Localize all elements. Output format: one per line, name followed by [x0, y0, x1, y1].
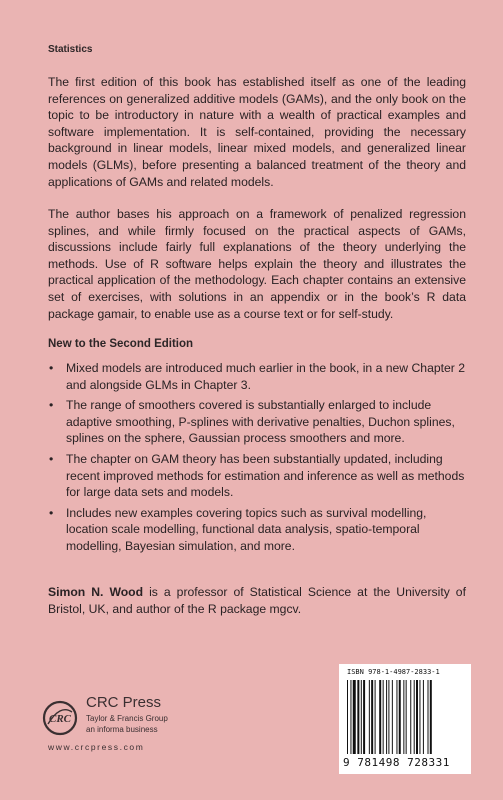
crc-logo-icon: [42, 700, 78, 736]
author-bio: [48, 584, 466, 617]
barcode-bars-icon: [345, 680, 465, 756]
list-item: [48, 451, 470, 501]
new-edition-list: [48, 360, 470, 559]
publisher-url: www.crcpress.com: [48, 742, 145, 752]
description-paragraph-1: The first edition of this book has established itself as one of the leading references on generalized additive models (GAMs), and the only book on the topic to be introductory in nature with a wealth of practical examples and software implementation. It is self-contained, providing the necessary background in linear models, linear mixed models, and generalized linear models (GLMs), before presenting a balanced treatment of the theory and applications of GAMs and related models.: [48, 75, 466, 189]
list-item-text: Mixed models are introduced much earlier in the book, in a new Chapter 2 and alongside GLMs in Chapter 3.: [66, 361, 466, 392]
list-item: [48, 360, 470, 393]
list-item: [48, 397, 470, 447]
publisher-group: Taylor & Francis Group: [86, 714, 168, 723]
svg-text:CRC: CRC: [48, 713, 72, 725]
list-item-text: The chapter on GAM theory has been substantially updated, including recent improved methods for estimation and inference as well as methods for large data sets and models.: [66, 451, 465, 500]
author-bio-text: is a professor of Statistical Science at the University of Bristol, UK, and author of the R package mgcv.: [48, 585, 466, 616]
list-item-text: The range of smoothers covered is substantially enlarged to include adaptive smoothing, P-splines with derivative penalties, Duchon splines, splines on the sphere, Gaussian process smoothers and more.: [66, 398, 455, 446]
bullet-icon: •: [49, 505, 54, 520]
new-edition-heading: New to the Second Edition: [48, 338, 194, 350]
bullet-icon: •: [49, 451, 54, 466]
publisher-logo: [42, 694, 217, 754]
publisher-name: CRC Press: [86, 694, 162, 711]
category-label: Statistics: [48, 44, 93, 55]
list-item: [48, 505, 470, 555]
bullet-icon: •: [49, 398, 54, 413]
author-name: Simon N. Wood: [48, 585, 144, 599]
isbn-barcode: [339, 664, 471, 774]
publisher-tagline: an informa business: [86, 725, 158, 734]
isbn-text: ISBN 978-1-4987-2833-1: [347, 668, 440, 676]
list-item-text: Includes new examples covering topics such as survival modelling, location scale modelling, functional data analysis, spatio-temporal modelling, Bayesian simulation, and more.: [66, 505, 427, 553]
barcode-digits: 9 781498 728331: [343, 756, 450, 769]
bullet-icon: •: [49, 361, 54, 375]
description-paragraph-2: The author bases his approach on a framework of penalized regression splines, and while firmly focused on the practical aspects of GAMs, discussions include fairly full explanations of the theory underlying the methods. Use of R software helps explain the theory and illustrates the practical application of the methodology. Each chapter contains an extensive set of exercises, with solutions in an appendix or in the book’s R data package gamair, to enable use as a course text or for self-study.: [48, 207, 466, 321]
